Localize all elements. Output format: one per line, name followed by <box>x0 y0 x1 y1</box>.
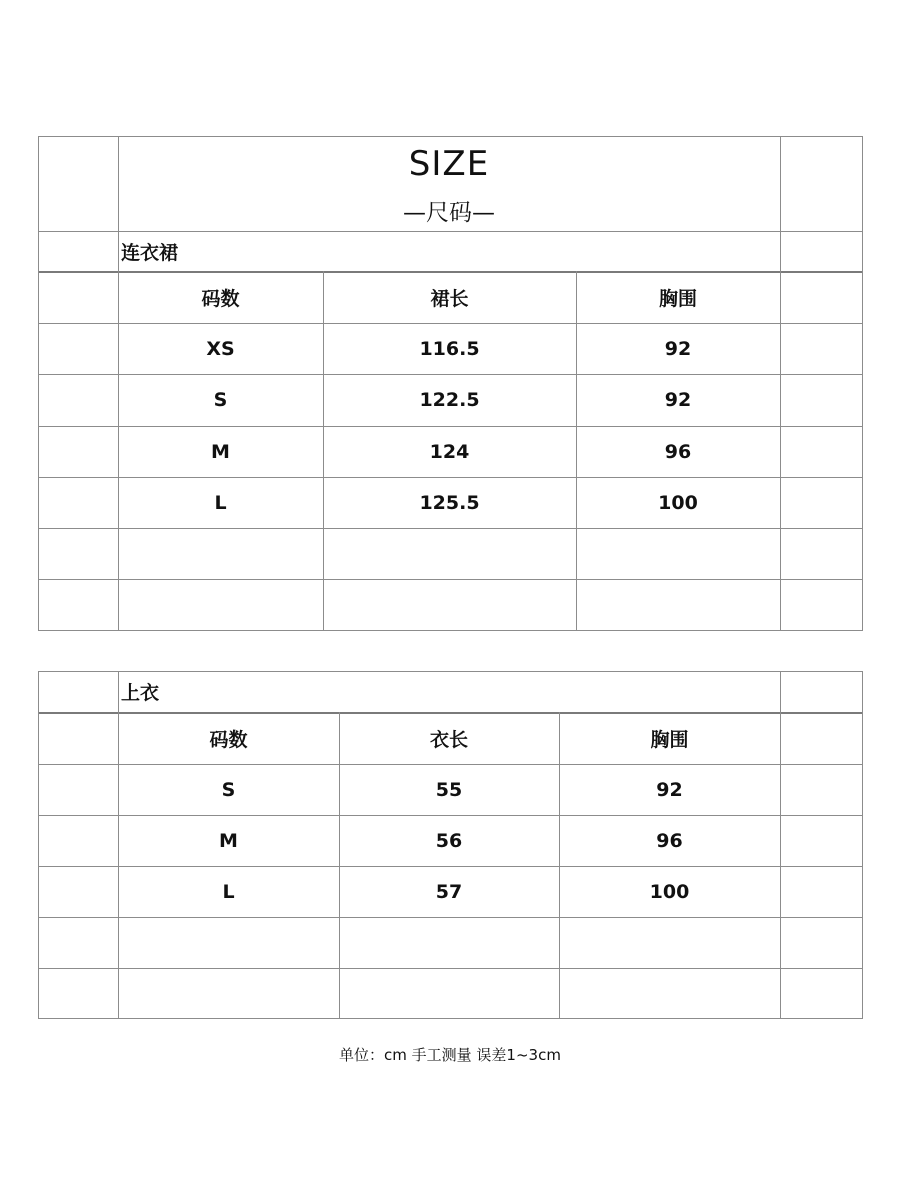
table-cell: M <box>211 440 230 463</box>
column-header: 胸围 <box>650 728 689 751</box>
table-cell: 55 <box>435 778 463 801</box>
table-cell: L <box>214 491 227 514</box>
table-cell: 122.5 <box>419 389 480 411</box>
table-cell: 57 <box>435 880 463 903</box>
section-label-top: 上衣 <box>121 682 160 704</box>
table-cell: 56 <box>435 829 463 852</box>
table-column-rule <box>780 671 781 1019</box>
table-cell: 100 <box>649 880 690 903</box>
table-row-rule <box>38 528 863 529</box>
table-row-rule <box>38 968 863 969</box>
table-border-top <box>38 136 863 137</box>
table-cell: S <box>213 389 228 411</box>
table-row-rule <box>38 579 863 580</box>
table-cell: 125.5 <box>419 491 480 514</box>
table-cell: 116.5 <box>419 337 480 360</box>
page-title: SIZE <box>408 144 490 184</box>
table-cell: 92 <box>664 337 692 360</box>
section-label-dress: 连衣裙 <box>121 241 179 264</box>
table-row-rule <box>38 917 863 918</box>
table-cell: 100 <box>658 491 698 514</box>
table-cell: S <box>221 778 236 801</box>
column-header: 衣长 <box>429 728 468 751</box>
table-cell: L <box>222 880 235 903</box>
table-border-bottom <box>38 630 863 631</box>
table-column-rule <box>780 136 781 631</box>
column-header: 码数 <box>201 287 240 310</box>
table-cell: 96 <box>664 440 692 463</box>
page-subtitle: —尺码— <box>403 200 495 226</box>
table-border-bottom <box>38 1018 863 1019</box>
table-border-right <box>862 136 863 631</box>
table-cell: 92 <box>656 778 683 801</box>
table-border-left <box>38 136 39 631</box>
column-header: 裙长 <box>430 287 469 310</box>
table-cell: 124 <box>429 440 470 463</box>
table-border-right <box>862 671 863 1019</box>
measurement-note: 单位：cm 手工测量 误差1~3cm <box>339 1046 561 1064</box>
column-header: 码数 <box>209 728 248 751</box>
table-cell: XS <box>206 337 235 360</box>
table-border-left <box>38 671 39 1019</box>
column-header: 胸围 <box>658 287 697 310</box>
table-cell: M <box>219 829 238 852</box>
table-cell: 96 <box>656 829 683 852</box>
table-cell: 92 <box>664 389 692 411</box>
